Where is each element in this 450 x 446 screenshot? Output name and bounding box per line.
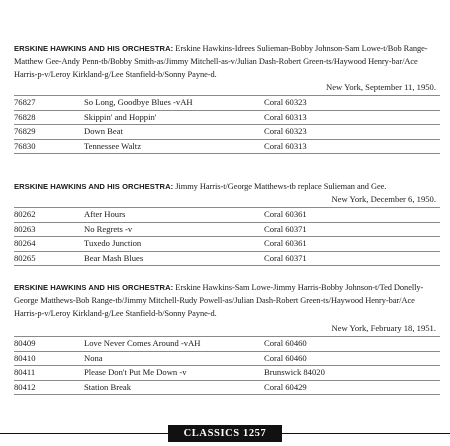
footer <box>0 421 450 446</box>
band-header: ERSKINE HAWKINS AND HIS ORCHESTRA: <box>14 283 174 292</box>
session-place-date: New York, December 6, 1950. <box>331 194 436 204</box>
matrix-number: 80410 <box>14 352 36 363</box>
track-row <box>14 236 440 251</box>
track-row <box>14 207 440 222</box>
track-row <box>14 380 440 396</box>
record-label: Coral 60323 <box>264 126 307 137</box>
track-row <box>14 139 440 155</box>
record-label: Coral 60429 <box>264 381 307 392</box>
track-title: Station Break <box>84 381 132 392</box>
matrix-number: 80263 <box>14 223 36 234</box>
record-label: Coral 60313 <box>264 140 307 151</box>
record-label: Coral 60371 <box>264 223 307 234</box>
track-list <box>14 207 440 266</box>
band-header: ERSKINE HAWKINS AND HIS ORCHESTRA: <box>14 44 174 53</box>
track-title: Please Don't Put Me Down -v <box>84 367 187 378</box>
matrix-number: 80409 <box>14 338 36 348</box>
matrix-number: 76827 <box>14 97 36 107</box>
record-label: Coral 60460 <box>264 352 307 363</box>
track-row <box>14 365 440 380</box>
record-label: Coral 60323 <box>264 97 307 107</box>
session-2 <box>14 180 440 266</box>
session-3 <box>14 281 440 395</box>
catalog-number-badge: CLASSICS 1257 <box>168 425 282 442</box>
track-row <box>14 110 440 125</box>
track-row <box>14 124 440 139</box>
record-label: Coral 60460 <box>264 338 307 348</box>
track-title: Love Never Comes Around -vAH <box>84 338 201 348</box>
matrix-number: 80262 <box>14 209 36 219</box>
track-title: So Long, Goodbye Blues -vAH <box>84 97 193 107</box>
personnel-text: Erskine Hawkins-Idrees Sulieman-Bobby Johnson-Sam Lowe-t/Bob Range-Matthew Gee-Andy Penn-tb/Bobby Smith-as/Jimmy Mitchell-as-v/Julian Dash-Robert Green-ts/Haywood Henry-bar/Ace Harris-p-v/Leroy Kirkland-g/Lee Stanfield-b/Sonny Payne-d. <box>14 44 428 79</box>
track-title: Tennessee Waltz <box>84 140 142 151</box>
session-personnel <box>14 180 440 193</box>
track-list <box>14 95 440 154</box>
matrix-number: 76830 <box>14 140 36 151</box>
track-row <box>14 351 440 366</box>
record-label: Coral 60361 <box>264 209 307 219</box>
session-1 <box>14 42 440 154</box>
record-label: Coral 60313 <box>264 111 307 122</box>
track-title: Tuxedo Junction <box>84 238 142 249</box>
track-title: After Hours <box>84 209 126 219</box>
matrix-number: 76828 <box>14 111 36 122</box>
personnel-text: Jimmy Harris-t/George Matthews-tb replace Sulieman and Gee. <box>173 182 387 191</box>
track-title: Bear Mash Blues <box>84 252 144 263</box>
record-label: Brunswick 84020 <box>264 367 325 378</box>
track-row <box>14 222 440 237</box>
record-label: Coral 60361 <box>264 238 307 249</box>
matrix-number: 76829 <box>14 126 36 137</box>
track-title: Nona <box>84 352 103 363</box>
session-place-date: New York, February 18, 1951. <box>331 323 436 333</box>
record-label: Coral 60371 <box>264 252 307 263</box>
matrix-number: 80265 <box>14 252 36 263</box>
track-title: Down Beat <box>84 126 123 137</box>
session-personnel <box>14 281 440 320</box>
band-header: ERSKINE HAWKINS AND HIS ORCHESTRA: <box>14 182 174 191</box>
track-title: Skippin' and Hoppin' <box>84 111 157 122</box>
track-row <box>14 95 440 110</box>
track-list <box>14 336 440 395</box>
session-place-date: New York, September 11, 1950. <box>326 82 436 92</box>
track-row <box>14 336 440 351</box>
matrix-number: 80264 <box>14 238 36 249</box>
matrix-number: 80411 <box>14 367 36 378</box>
session-personnel <box>14 42 440 81</box>
matrix-number: 80412 <box>14 381 36 392</box>
track-title: No Regrets -v <box>84 223 133 234</box>
personnel-text: Erskine Hawkins-Sam Lowe-Jimmy Harris-Bobby Johnson-t/Ted Donelly-George Matthews-Bob Range-tb/Jimmy Mitchell-Rudy Powell-as/Julian Dash-Robert Green-ts/Haywood Henry-bar/Ace Harris-p-v/Leroy Kirkland-g/Lee Stanfield-b/Sonny Payne-d. <box>14 283 424 318</box>
track-row <box>14 251 440 267</box>
